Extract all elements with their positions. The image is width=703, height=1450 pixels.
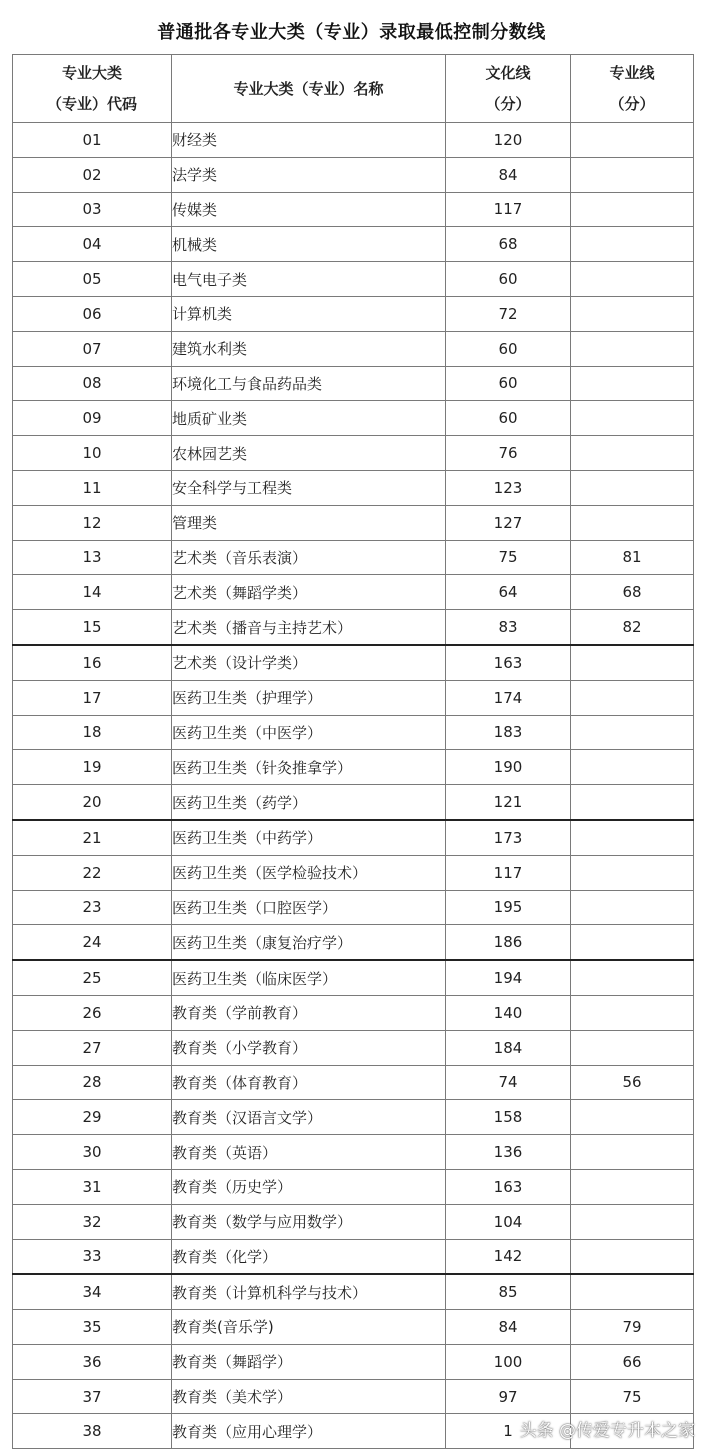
cell-name: 计算机类	[172, 296, 446, 331]
cell-culture-score: 64	[446, 575, 571, 610]
table-row	[13, 1239, 694, 1274]
cell-code: 31	[13, 1169, 172, 1204]
cell-code: 05	[13, 262, 172, 297]
cell-code: 28	[13, 1065, 172, 1100]
cell-code: 10	[13, 436, 172, 471]
cell-major-score	[571, 1204, 694, 1239]
cell-name: 农林园艺类	[172, 436, 446, 471]
cell-code: 36	[13, 1344, 172, 1379]
header-code-line2: （专业）代码	[46, 94, 137, 113]
header-code-line1: 专业大类	[61, 63, 122, 82]
cell-culture-score: 163	[446, 645, 571, 680]
cell-major-score	[571, 192, 694, 227]
cell-culture-score: 174	[446, 680, 571, 715]
cell-name: 医药卫生类（针灸推拿学）	[172, 750, 446, 785]
cell-name: 传媒类	[172, 192, 446, 227]
cell-culture-score: 97	[446, 1379, 571, 1414]
cell-major-score	[571, 470, 694, 505]
cell-name: 法学类	[172, 157, 446, 192]
cell-major-score	[571, 715, 694, 750]
table-row	[13, 470, 694, 505]
cell-culture-score: 121	[446, 785, 571, 820]
cell-code: 35	[13, 1310, 172, 1345]
watermark: 头条 @传爱专升本之家	[519, 1421, 695, 1441]
table-row	[13, 960, 694, 995]
cell-code: 23	[13, 890, 172, 925]
cell-name: 电气电子类	[172, 262, 446, 297]
page-title: 普通批各专业大类（专业）录取最低控制分数线	[157, 22, 546, 43]
cell-culture-score: 117	[446, 855, 571, 890]
cell-name: 安全科学与工程类	[172, 470, 446, 505]
cell-code: 21	[13, 820, 172, 855]
cell-code: 09	[13, 401, 172, 436]
cell-name: 地质矿业类	[172, 401, 446, 436]
cell-name: 教育类（英语）	[172, 1135, 446, 1170]
cell-major-score	[571, 366, 694, 401]
cell-code: 25	[13, 960, 172, 995]
cell-culture-score: 117	[446, 192, 571, 227]
cell-culture-score: 1	[446, 1414, 571, 1449]
cell-name: 医药卫生类（药学）	[172, 785, 446, 820]
cell-culture-score: 190	[446, 750, 571, 785]
cell-name: 医药卫生类（临床医学）	[172, 960, 446, 995]
cell-name: 医药卫生类（口腔医学）	[172, 890, 446, 925]
table-row	[13, 890, 694, 925]
table-row	[13, 680, 694, 715]
cell-major-score	[571, 820, 694, 855]
table-row	[13, 1344, 694, 1379]
table-row	[13, 1065, 694, 1100]
cell-code: 37	[13, 1379, 172, 1414]
table-header-row	[13, 55, 694, 123]
cell-major-score	[571, 296, 694, 331]
cell-culture-score: 100	[446, 1344, 571, 1379]
cell-major-score	[571, 123, 694, 158]
cell-culture-score: 173	[446, 820, 571, 855]
cell-name: 艺术类（音乐表演）	[172, 540, 446, 575]
cell-major-score: 82	[571, 610, 694, 645]
table-row	[13, 750, 694, 785]
cell-major-score	[571, 262, 694, 297]
cell-major-score	[571, 785, 694, 820]
cell-name: 医药卫生类（康复治疗学）	[172, 925, 446, 960]
cell-culture-score: 104	[446, 1204, 571, 1239]
cell-culture-score: 195	[446, 890, 571, 925]
cell-culture-score: 76	[446, 436, 571, 471]
cell-code: 26	[13, 995, 172, 1030]
cell-code: 07	[13, 331, 172, 366]
cell-name: 医药卫生类（医学检验技术）	[172, 855, 446, 890]
table-row	[13, 296, 694, 331]
cell-culture-score: 83	[446, 610, 571, 645]
cell-culture-score: 136	[446, 1135, 571, 1170]
cell-code: 29	[13, 1100, 172, 1135]
cell-major-score	[571, 401, 694, 436]
cell-code: 16	[13, 645, 172, 680]
cell-culture-score: 84	[446, 157, 571, 192]
table-row	[13, 925, 694, 960]
cell-code: 08	[13, 366, 172, 401]
cell-culture-score: 120	[446, 123, 571, 158]
cell-name: 医药卫生类（中药学）	[172, 820, 446, 855]
cell-code: 04	[13, 227, 172, 262]
table-row	[13, 1204, 694, 1239]
header-code	[13, 55, 172, 123]
table-row	[13, 715, 694, 750]
cell-culture-score: 60	[446, 366, 571, 401]
cell-culture-score: 194	[446, 960, 571, 995]
cell-code: 20	[13, 785, 172, 820]
cell-major-score	[571, 227, 694, 262]
table-row	[13, 192, 694, 227]
cell-culture-score: 186	[446, 925, 571, 960]
cell-culture-score: 183	[446, 715, 571, 750]
cell-culture-score: 60	[446, 331, 571, 366]
table-row	[13, 1135, 694, 1170]
table-row	[13, 1169, 694, 1204]
cell-name: 教育类（舞蹈学）	[172, 1344, 446, 1379]
cell-culture-score: 75	[446, 540, 571, 575]
cell-name: 医药卫生类（护理学）	[172, 680, 446, 715]
table-row	[13, 785, 694, 820]
table-row	[13, 1274, 694, 1309]
cell-code: 01	[13, 123, 172, 158]
cell-name: 教育类（数学与应用数学）	[172, 1204, 446, 1239]
cell-culture-score: 74	[446, 1065, 571, 1100]
cell-name: 教育类（汉语言文学）	[172, 1100, 446, 1135]
cell-major-score	[571, 890, 694, 925]
cell-code: 02	[13, 157, 172, 192]
cell-name: 艺术类（设计学类）	[172, 645, 446, 680]
cell-culture-score: 84	[446, 1310, 571, 1345]
cell-major-score: 75	[571, 1379, 694, 1414]
cell-culture-score: 142	[446, 1239, 571, 1274]
header-major-line1: 专业线	[609, 63, 655, 82]
cell-culture-score: 60	[446, 262, 571, 297]
cell-name: 教育类（历史学）	[172, 1169, 446, 1204]
header-major-line2: （分）	[609, 94, 655, 113]
cell-code: 19	[13, 750, 172, 785]
cell-major-score	[571, 995, 694, 1030]
cell-culture-score: 123	[446, 470, 571, 505]
score-table	[12, 54, 694, 1449]
cell-code: 38	[13, 1414, 172, 1449]
cell-name: 艺术类（舞蹈学类）	[172, 575, 446, 610]
cell-code: 11	[13, 470, 172, 505]
cell-code: 13	[13, 540, 172, 575]
cell-major-score	[571, 1100, 694, 1135]
table-body	[13, 123, 694, 1449]
cell-code: 17	[13, 680, 172, 715]
cell-major-score	[571, 925, 694, 960]
cell-major-score	[571, 436, 694, 471]
table-row	[13, 227, 694, 262]
cell-code: 12	[13, 505, 172, 540]
cell-major-score: 81	[571, 540, 694, 575]
cell-name: 医药卫生类（中医学）	[172, 715, 446, 750]
header-culture	[446, 55, 571, 123]
cell-code: 34	[13, 1274, 172, 1309]
cell-code: 06	[13, 296, 172, 331]
cell-culture-score: 72	[446, 296, 571, 331]
table-row	[13, 855, 694, 890]
cell-major-score	[571, 331, 694, 366]
cell-major-score: 68	[571, 575, 694, 610]
table-row	[13, 331, 694, 366]
cell-major-score	[571, 1274, 694, 1309]
table-row	[13, 157, 694, 192]
cell-name: 教育类（学前教育）	[172, 995, 446, 1030]
table-row	[13, 436, 694, 471]
cell-major-score	[571, 1239, 694, 1274]
cell-culture-score: 158	[446, 1100, 571, 1135]
cell-name: 管理类	[172, 505, 446, 540]
header-major	[571, 55, 694, 123]
table-row	[13, 610, 694, 645]
cell-code: 14	[13, 575, 172, 610]
header-culture-line1: 文化线	[485, 63, 531, 82]
cell-culture-score: 140	[446, 995, 571, 1030]
cell-culture-score: 127	[446, 505, 571, 540]
cell-culture-score: 60	[446, 401, 571, 436]
cell-code: 22	[13, 855, 172, 890]
cell-major-score	[571, 680, 694, 715]
header-culture-line2: （分）	[485, 94, 531, 113]
cell-major-score	[571, 157, 694, 192]
cell-name: 教育类（美术学）	[172, 1379, 446, 1414]
table-row	[13, 123, 694, 158]
cell-major-score	[571, 1135, 694, 1170]
cell-name: 教育类(音乐学)	[172, 1310, 446, 1345]
cell-culture-score: 163	[446, 1169, 571, 1204]
cell-culture-score: 85	[446, 1274, 571, 1309]
cell-major-score	[571, 1030, 694, 1065]
table-row	[13, 540, 694, 575]
cell-code: 33	[13, 1239, 172, 1274]
table-row	[13, 1100, 694, 1135]
cell-major-score	[571, 505, 694, 540]
cell-major-score	[571, 645, 694, 680]
table-row	[13, 1030, 694, 1065]
cell-name: 教育类（小学教育）	[172, 1030, 446, 1065]
table-row	[13, 995, 694, 1030]
cell-major-score: 79	[571, 1310, 694, 1345]
table-row	[13, 645, 694, 680]
cell-code: 03	[13, 192, 172, 227]
cell-name: 机械类	[172, 227, 446, 262]
header-name: 专业大类（专业）名称	[172, 55, 446, 123]
table-row	[13, 505, 694, 540]
cell-code: 32	[13, 1204, 172, 1239]
table-row	[13, 820, 694, 855]
table-row	[13, 366, 694, 401]
cell-name: 环境化工与食品药品类	[172, 366, 446, 401]
cell-major-score	[571, 1169, 694, 1204]
cell-name: 艺术类（播音与主持艺术）	[172, 610, 446, 645]
cell-code: 15	[13, 610, 172, 645]
cell-culture-score: 68	[446, 227, 571, 262]
table-row	[13, 1310, 694, 1345]
cell-name: 财经类	[172, 123, 446, 158]
cell-major-score	[571, 750, 694, 785]
table-row	[13, 262, 694, 297]
cell-code: 27	[13, 1030, 172, 1065]
cell-major-score: 56	[571, 1065, 694, 1100]
cell-major-score	[571, 855, 694, 890]
table-row	[13, 401, 694, 436]
table-row	[13, 1379, 694, 1414]
cell-major-score: 66	[571, 1344, 694, 1379]
cell-culture-score: 184	[446, 1030, 571, 1065]
cell-name: 教育类（应用心理学）	[172, 1414, 446, 1449]
cell-major-score	[571, 960, 694, 995]
cell-name: 建筑水利类	[172, 331, 446, 366]
cell-code: 30	[13, 1135, 172, 1170]
cell-code: 24	[13, 925, 172, 960]
cell-name: 教育类（体育教育）	[172, 1065, 446, 1100]
cell-code: 18	[13, 715, 172, 750]
cell-name: 教育类（计算机科学与技术）	[172, 1274, 446, 1309]
cell-name: 教育类（化学）	[172, 1239, 446, 1274]
table-row	[13, 575, 694, 610]
